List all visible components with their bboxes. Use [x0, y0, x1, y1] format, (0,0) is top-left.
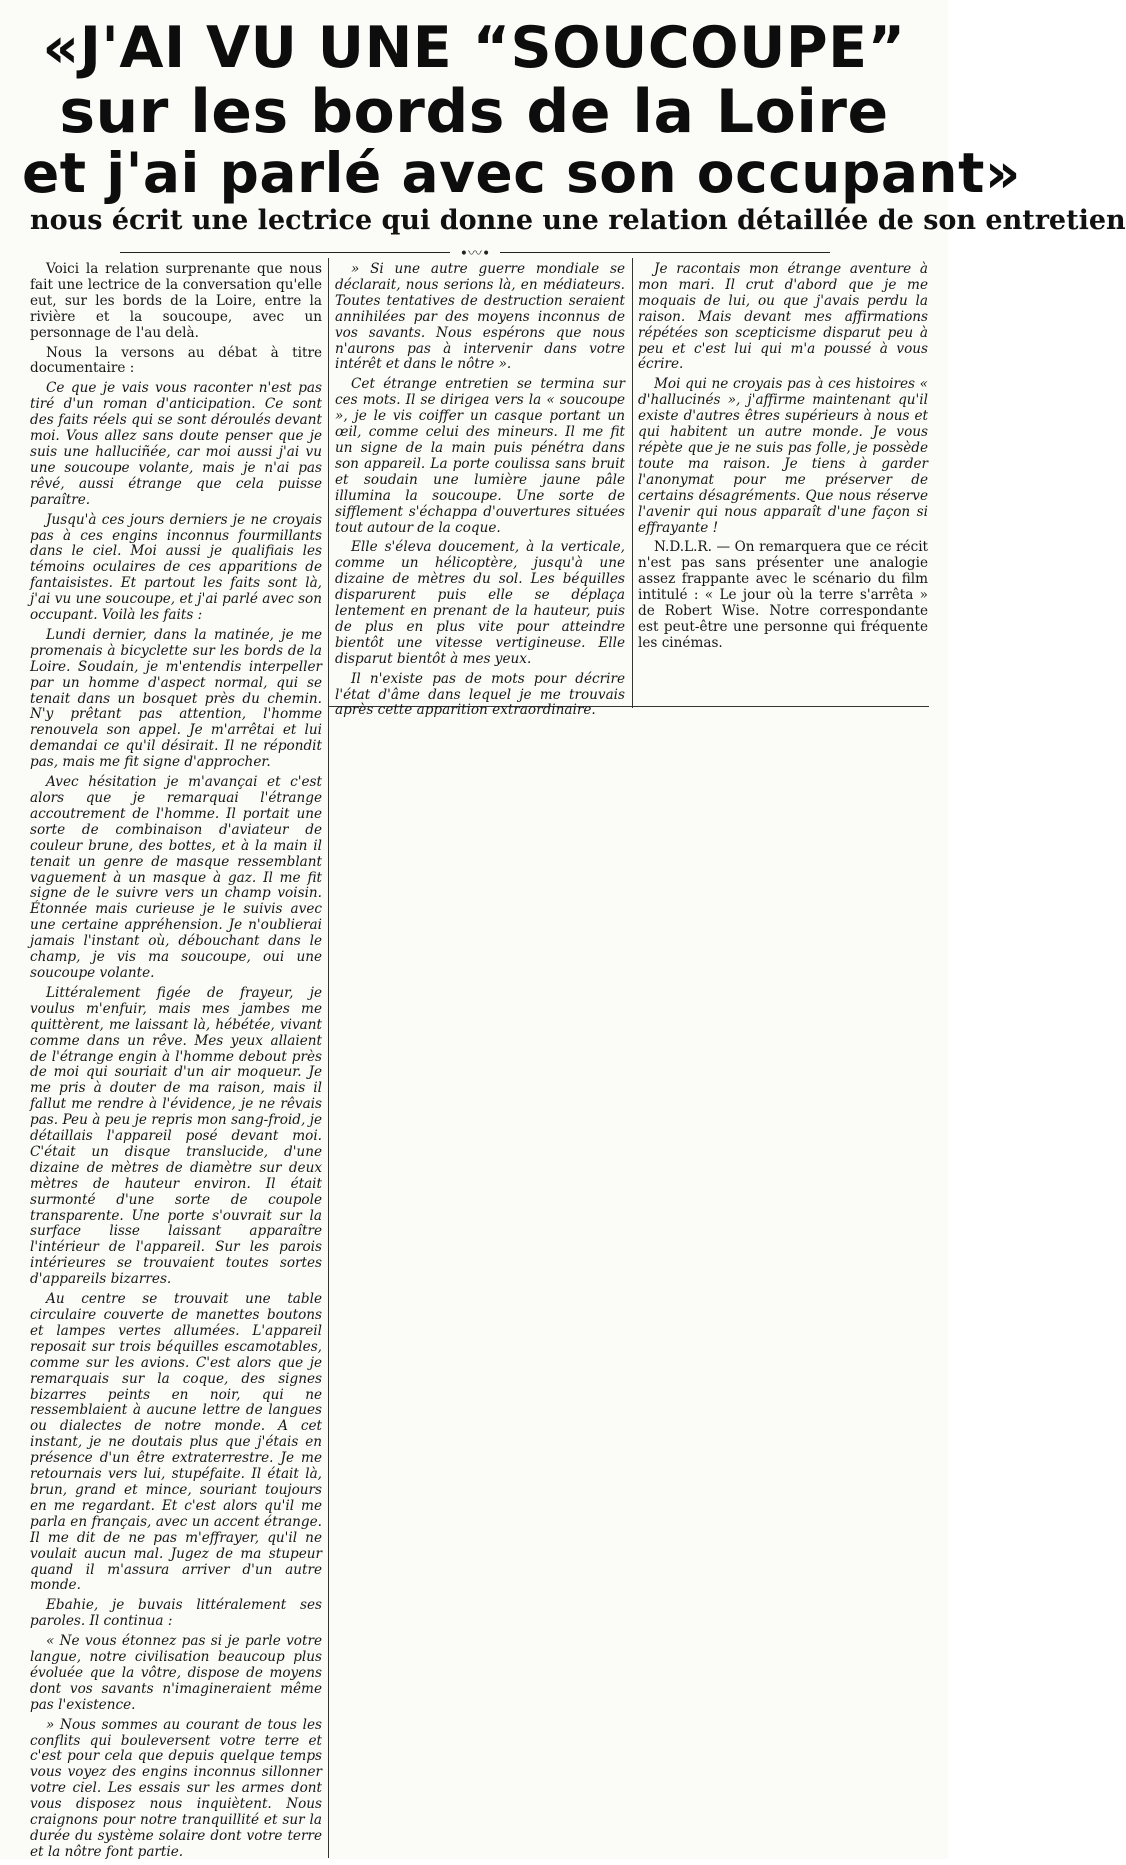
paragraph: Ce que je vais vous raconter n'est pas tiré d'un roman d'anticipation. Ce sont des faits réels qui se sont déroulés devant moi. Vous allez sans doute penser que je suis une halluciñée, car moi aussi j'ai vu une soucoupe volante, mais je n'ai pas rêvé, aussi étrange que cela puisse paraître.	[30, 380, 322, 508]
paragraph: » Nous sommes au courant de tous les conflits qui bouleversent votre terre et c'est pour cela que depuis quelque temps vous voyez des engins inconnus sillonner votre ciel. Les essais sur les armes dont vous disposez nous inquiètent. Nous craignons pour notre tranquillité et sur la durée du système solaire dont votre terre et la nôtre font partie.	[30, 1716, 322, 1860]
headline-line-3: et j'ai parlé avec son occupant»	[22, 141, 1021, 205]
paragraph: « Ne vous étonnez pas si je parle votre langue, notre civilisation beaucoup plus évoluée que la vôtre, dispose de moyens dont vos savants n'imagineraient même pas l'existence.	[30, 1633, 322, 1713]
headline-line-2: sur les bords de la Loire	[59, 77, 889, 147]
paragraph: Il n'existe pas de mots pour décrire l'état d'âme dans lequel je me trouvais après cette apparition extraordinaire.	[335, 670, 625, 719]
headline-line-1: «J'AI VU UNE “SOUCOUPE”	[42, 15, 906, 81]
paragraph: Jusqu'à ces jours derniers je ne croyais pas à ces engins inconnus fourmillants dans le ciel. Moi aussi je qualifiais les témoins oculaires de ces apparitions de fantaisistes. Et partout les faits sont là, j'ai vu une soucoupe, et j'ai parlé avec son occupant. Voilà les faits :	[30, 511, 322, 624]
paragraph: Voici la relation surprenante que nous fait une lectrice de la conversation qu'elle eut, sur les bords de la Loire, entre la rivière et la soucoupe, avec un personnage de l'au delà.	[30, 261, 322, 341]
title-rule-left	[120, 252, 450, 253]
paragraph: Je racontais mon étrange aventure à mon mari. Il crut d'abord que je me moquais de lui, ou que j'avais perdu la raison. Mais devant mes affirmations répétées son scepticisme disparut peu à peu et c'est lui qui m'a poussé à vous écrire.	[638, 261, 928, 373]
article-column-3	[638, 262, 928, 656]
paragraph: » Si une autre guerre mondiale se déclarait, nous serions là, en médiateurs. Toutes tentatives de destruction seraient annihilées par des moyens inconnus de vos savants. Nous espérons que nous n'aurons pas à intervenir dans votre intérêt et dans le nôtre ».	[335, 261, 625, 373]
subheadline: nous écrit une lectrice qui donne une relation détaillée de son entretien	[30, 205, 1126, 236]
paragraph: Cet étrange entretien se termina sur ces mots. Il se dirigea vers la « soucoupe », je le vis coiffer un casque portant un œil, comme celui des mineurs. Il me fit un signe de la main puis pénétra dans son appareil. La porte coulissa sans bruit et soudain une lumière jaune pâle illumina la soucoupe. Une sorte de sifflement s'échappa d'ouvertures situées tout autour de la coque.	[335, 376, 625, 536]
paragraph: Au centre se trouvait une table circulaire couverte de manettes boutons et lampes vertes allumées. L'appareil reposait sur trois béquilles escamotables, comme sur les avions. C'est alors que je remarquais sur la coque, des signes bizarres peints en noir, qui ne ressemblaient à aucune lettre de langues ou dialectes de notre monde. A cet instant, je ne doutais plus que j'étais en présence d'un être extraterrestre. Je me retournais vers lui, stupéfaite. Il était là, brun, grand et mince, souriant toujours en me regardant. Et c'est alors qu'il me parla en français, avec un accent étrange. Il me dit de ne pas m'effrayer, qu'il ne voulait aucun mal. Jugez de ma stupeur quand il m'assura arriver d'un autre monde.	[30, 1291, 322, 1594]
paragraph: Elle s'éleva doucement, à la verticale, comme un hélicoptère, jusqu'à une dizaine de mètres du sol. Les béquilles disparurent puis elle se déplaça lentement en prenant de la hauteur, puis de plus en plus vite pour atteindre bientôt une vitesse vertigineuse. Elle disparut bientôt à mes yeux.	[335, 539, 625, 667]
paragraph: Littéralement figée de frayeur, je voulus m'enfuir, mais mes jambes me quittèrent, me laissant là, hébétée, vivant comme dans un rêve. Mes yeux allaient de l'étrange engin à l'homme debout près de moi qui souriait d'un air moqueur. Je me pris à douter de ma raison, mais il fallut me rendre à l'évidence, je ne rêvais pas. Peu à peu je repris mon sang-froid, je détaillais l'appareil posé devant moi. C'était un disque translucide, d'une dizaine de mètres de diamètre sur deux mètres de hauteur environ. Il était surmonté d'une sorte de coupole transparente. Une porte s'ouvrait sur la surface lisse laissant apparaître l'intérieur de l'appareil. Sur les parois intérieures se trouvaient toutes sortes d'appareils bizarres.	[30, 984, 322, 1288]
column-divider-2	[632, 258, 633, 708]
article-column-2	[335, 262, 625, 723]
article-column-1	[30, 262, 322, 1865]
column-divider-1	[328, 258, 329, 1858]
paragraph: Ebahie, je buvais littéralement ses paroles. Il continua :	[30, 1597, 322, 1630]
paragraph: Avec hésitation je m'avançai et c'est alors que je remarquai l'étrange accoutrement de l'homme. Il portait une sorte de combinaison d'aviateur de couleur brune, des bottes, et à la main il tenait un genre de masque ressemblant vaguement à un masque à gaz. Il me fit signe de le suivre vers un champ voisin. Étonnée mais curieuse je le suivis avec une certaine appréhension. Je n'oublierai jamais l'instant où, débouchant dans le champ, je vis ma soucoupe, oui une soucoupe volante.	[30, 774, 322, 981]
paragraph: Lundi dernier, dans la matinée, je me promenais à bicyclette sur les bords de la Loire. Soudain, je m'entendis interpeller par un homme d'aspect normal, qui se tenait dans un bosquet près du chemin. N'y prêtant pas attention, l'homme renouvela son appel. Je m'arrêtai et lui demandai ce qu'il désirait. Il ne répondit pas, mais me fit signe d'approcher.	[30, 626, 322, 771]
title-rule-right	[500, 252, 830, 253]
ornament-divider: •〰•	[459, 246, 491, 262]
editor-note: N.D.L.R. — On remarquera que ce récit n'est pas sans présenter une analogie assez frappante avec le scénario du film intitulé : « Le jour où la terre s'arrêta » de Robert Wise. Notre correspondante est peut-être une personne qui fréquente les cinémas.	[638, 539, 928, 651]
paragraph: Moi qui ne croyais pas à ces histoires « d'hallucinés », j'affirme maintenant qu'il existe d'autres êtres supérieurs à nous et qui habitent un autre monde. Je vous répète que je ne suis pas folle, je possède toute ma raison. Je tiens à garder l'anonymat pour me préserver de certains désagréments. Que nous réserve l'avenir qui nous apparaît d'une façon si effrayante !	[638, 376, 928, 536]
paragraph: Nous la versons au débat à titre documentaire :	[30, 344, 322, 377]
